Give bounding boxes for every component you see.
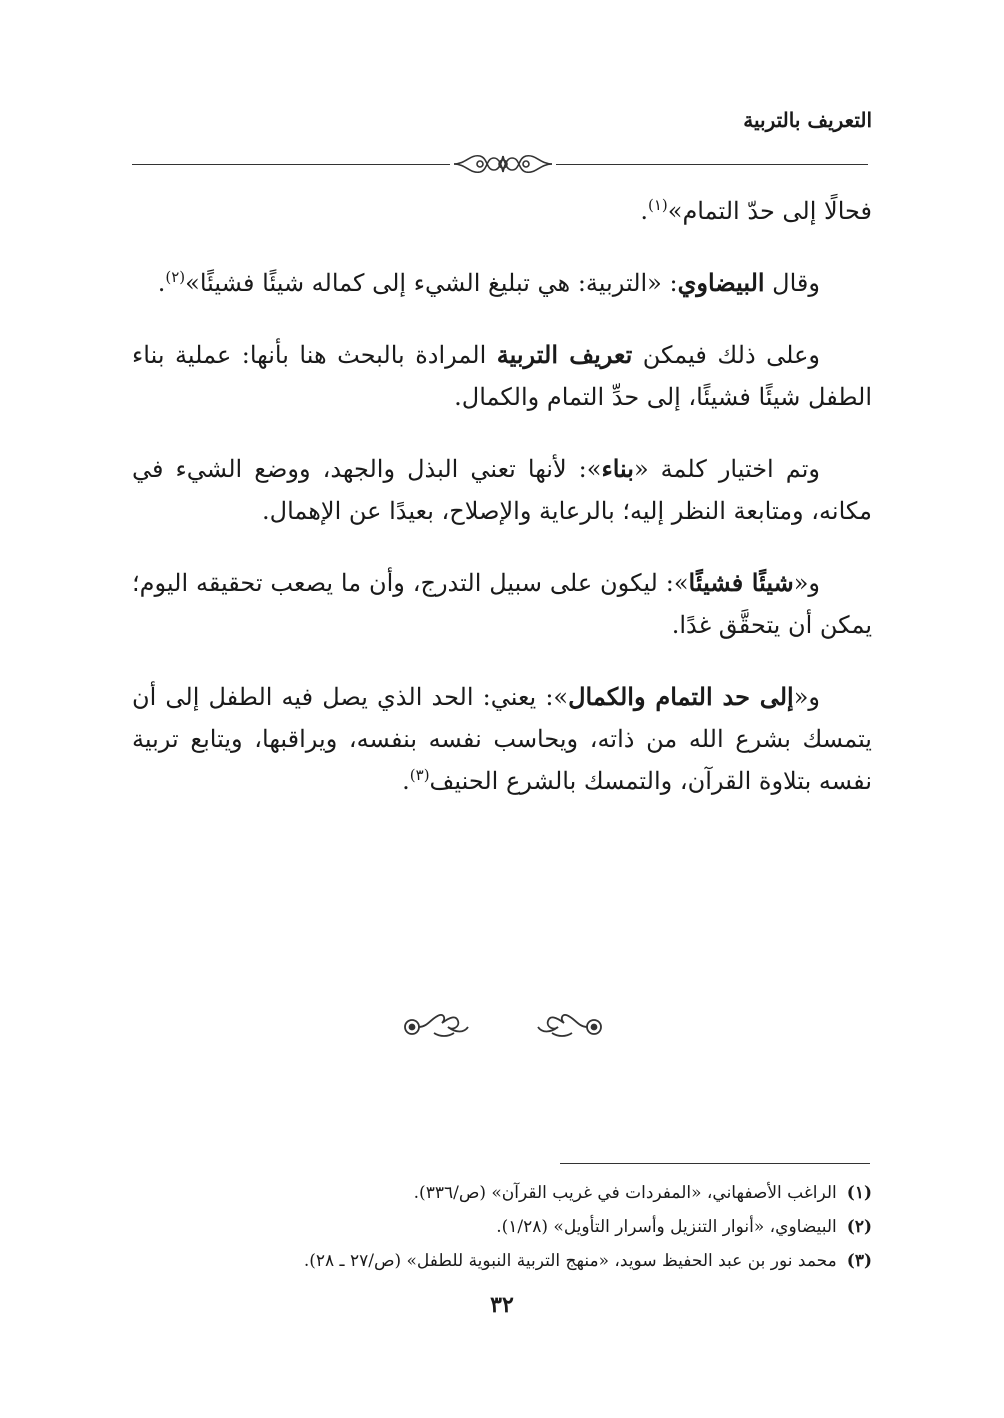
footnote-2: (٢)البيضاوي، «أنوار التنزيل وأسرار التأويل» (١/٢٨). [496,1217,872,1237]
footnote-ref-3[interactable]: (٣) [409,766,430,784]
header-rule-right [556,164,868,165]
footnote-3: (٣)محمد نور بن عبد الحفيظ سويد، «منهج التربية النبوية للطفل» (ص/٢٧ ـ ٢٨). [303,1251,872,1271]
body-text [132,190,872,832]
header-rule-left [132,164,450,165]
bold-term: تعريف التربية [496,340,633,369]
paragraph-6: و«إلى حد التمام والكمال»: يعني: الحد الذي يصل فيه الطفل إلى أن يتمسك بشرع الله من ذاته، ويحاسب نفسه بنفسه، ويراقبها، ويتابع تربية نفسه بتلاوة القرآن، والتمسك بالشرع الحنيف$^{(٣)}$. [132,682,872,795]
header-ornament-icon [452,148,554,180]
paragraph-1: فحالًا إلى حدّ التمام»$^{(١)}$. [640,196,872,225]
paragraph-3: وعلى ذلك فيمكن تعريف التربية المرادة بالبحث هنا بأنها: عملية بناء الطفل شيئًا فشيئًا، إلى حدِّ التمام والكمال. [132,340,872,411]
bold-term: شيئًا فشيئًا [688,568,794,597]
page-number: ٣٢ [490,1292,514,1318]
paragraph-4: وتم اختيار كلمة «بناء»: لأنها تعني البذل والجهد، ووضع الشيء في مكانه، ومتابعة النظر إليه؛ بالرعاية والإصلاح، بعيدًا عن الإهمال. [132,454,872,525]
bold-term: إلى حد التمام والكمال [568,682,794,711]
footnotes [132,1176,872,1278]
footnote-1: (١)الراغب الأصفهاني، «المفردات في غريب القرآن» (ص/٣٣٦). [413,1183,872,1203]
running-header: التعريف بالتربية [743,108,872,132]
floral-divider-icon [398,1003,608,1045]
footnote-separator [560,1163,870,1164]
footnote-ref-2[interactable]: (٢) [165,268,186,286]
bold-term: بناء [601,454,634,483]
bold-term: البيضاوي [677,268,765,297]
footnote-ref-1[interactable]: (١) [647,196,668,214]
paragraph-2: وقال البيضاوي: «التربية: هي تبليغ الشيء إلى كماله شيئًا فشيئًا»$^{(٢)}$. [157,268,820,297]
paragraph-5: و«شيئًا فشيئًا»: ليكون على سبيل التدرج، وأن ما يصعب تحقيقه اليوم؛ يمكن أن يتحقَّق غدًا. [132,568,872,639]
